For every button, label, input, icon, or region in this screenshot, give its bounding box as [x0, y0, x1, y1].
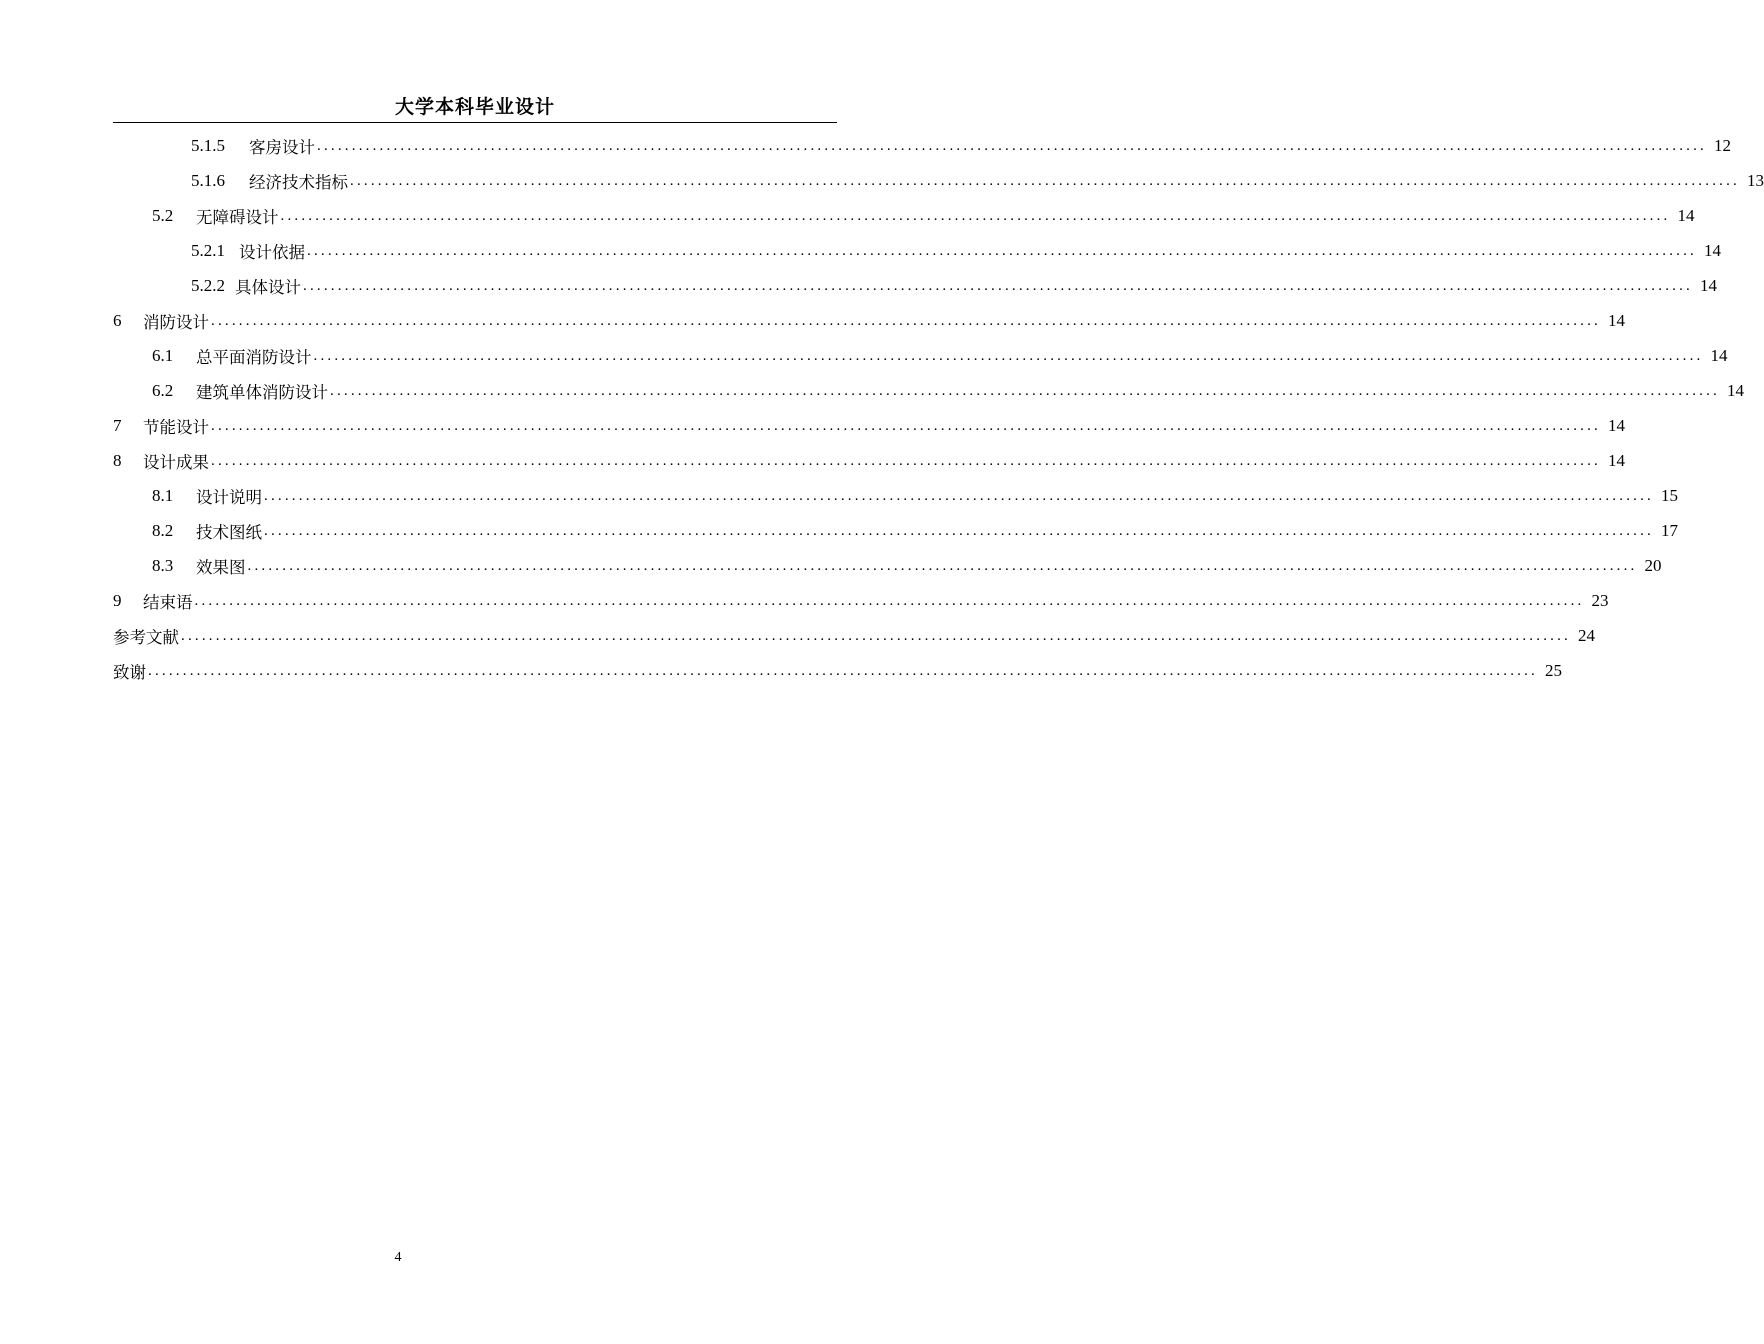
- toc-entry-page: 17: [1661, 520, 1678, 540]
- toc-entry[interactable]: [113, 268, 1717, 303]
- toc-entry-page: 15: [1661, 485, 1678, 505]
- toc-dot-leader: ........................................................................................................................................................................................................: [247, 557, 1638, 574]
- toc-entry[interactable]: [113, 163, 1764, 198]
- toc-entry-title: 技术图纸: [196, 522, 262, 542]
- toc-entry-title: 致谢: [113, 662, 146, 682]
- toc-entry-title: 参考文献: [113, 627, 179, 647]
- toc-entry-page: 14: [1677, 205, 1695, 225]
- toc-entry[interactable]: [113, 233, 1721, 268]
- toc-dot-leader: ........................................................................................................................................................................................................: [313, 347, 1704, 364]
- toc-entry-title: 建筑单体消防设计: [196, 382, 328, 402]
- toc-entry-page: 12: [1714, 135, 1731, 155]
- toc-entry-title: 无障碍设计: [196, 207, 279, 227]
- toc-dot-leader: ........................................................................................................................................................................................................: [211, 417, 1601, 434]
- toc-entry-title: 节能设计: [143, 417, 209, 437]
- toc-dot-leader: ........................................................................................................................................................................................................: [148, 662, 1538, 679]
- toc-entry[interactable]: [113, 338, 1728, 373]
- toc-entry-number: 6: [113, 310, 122, 330]
- toc-entry-page: 14: [1710, 345, 1728, 365]
- toc-entry-title: 效果图: [196, 557, 246, 577]
- toc-entry-number: 9: [113, 590, 122, 610]
- toc-entry-number: 6.2: [152, 380, 174, 400]
- toc-entry-page: 20: [1644, 555, 1662, 575]
- toc-entry-title: 经济技术指标: [249, 172, 348, 192]
- toc-entry[interactable]: [113, 198, 1695, 233]
- toc-dot-leader: ........................................................................................................................................................................................................: [181, 627, 1571, 644]
- toc-entry[interactable]: [113, 653, 1562, 688]
- toc-dot-leader: ........................................................................................................................................................................................................: [317, 137, 1707, 154]
- toc-entry-page: 14: [1608, 310, 1625, 330]
- toc-entry-number: 5.2: [152, 205, 174, 225]
- toc-entry-page: 25: [1545, 660, 1562, 680]
- toc-entry-title: 消防设计: [143, 312, 209, 332]
- toc-dot-leader: ........................................................................................................................................................................................................: [194, 592, 1585, 609]
- toc-entry-title: 客房设计: [249, 137, 315, 157]
- toc-entry-number: 8: [113, 450, 122, 470]
- toc-entry-number: 8.2: [152, 520, 174, 540]
- toc-entry[interactable]: [113, 583, 1609, 618]
- toc-entry-number: 8.1: [152, 485, 174, 505]
- toc-dot-leader: ........................................................................................................................................................................................................: [330, 382, 1720, 399]
- toc-entry-title: 总平面消防设计: [196, 347, 312, 367]
- toc-entry-page: 24: [1578, 625, 1595, 645]
- toc-entry[interactable]: [113, 443, 1625, 478]
- toc-entry-number: 5.1.6: [191, 170, 225, 190]
- page-header: [113, 92, 837, 123]
- toc-entry-title: 结束语: [143, 592, 193, 612]
- toc-dot-leader: ........................................................................................................................................................................................................: [303, 277, 1693, 294]
- page-number: 4: [394, 1250, 402, 1265]
- toc-dot-leader: ........................................................................................................................................................................................................: [211, 452, 1601, 469]
- toc-entry-number: 5.2.1: [191, 240, 225, 260]
- toc-dot-leader: ........................................................................................................................................................................................................: [350, 172, 1740, 189]
- toc-entry-number: 8.3: [152, 555, 174, 575]
- toc-entry-title: 设计成果: [143, 452, 209, 472]
- toc-dot-leader: ........................................................................................................................................................................................................: [264, 487, 1654, 504]
- toc-entry[interactable]: [113, 408, 1625, 443]
- toc-entry-number: 5.1.5: [191, 135, 225, 155]
- toc-dot-leader: ........................................................................................................................................................................................................: [264, 522, 1654, 539]
- toc-entry[interactable]: [113, 303, 1625, 338]
- toc-entry[interactable]: [113, 373, 1744, 408]
- toc-entry-page: 13: [1747, 170, 1764, 190]
- header-title: 大学本科毕业设计: [394, 96, 555, 118]
- toc-entry-page: 14: [1608, 450, 1625, 470]
- toc-entry[interactable]: [113, 548, 1662, 583]
- toc-dot-leader: ........................................................................................................................................................................................................: [211, 312, 1601, 329]
- toc-entry-number: 7: [113, 415, 122, 435]
- table-of-contents: [113, 128, 1764, 688]
- toc-dot-leader: ........................................................................................................................................................................................................: [307, 242, 1697, 259]
- toc-entry-page: 14: [1700, 275, 1717, 295]
- toc-dot-leader: ........................................................................................................................................................................................................: [280, 207, 1671, 224]
- toc-entry[interactable]: [113, 513, 1678, 548]
- toc-entry-page: 14: [1608, 415, 1625, 435]
- toc-entry-page: 14: [1704, 240, 1721, 260]
- toc-entry-page: 14: [1727, 380, 1744, 400]
- toc-entry-title: 设计说明: [196, 487, 262, 507]
- toc-entry[interactable]: [113, 128, 1731, 163]
- toc-entry-number: 5.2.2: [191, 275, 225, 295]
- toc-entry[interactable]: [113, 618, 1595, 653]
- toc-entry[interactable]: [113, 478, 1678, 513]
- toc-entry-page: 23: [1591, 590, 1609, 610]
- toc-entry-number: 6.1: [152, 345, 174, 365]
- toc-entry-title: 设计依据: [239, 242, 305, 262]
- toc-entry-title: 具体设计: [235, 277, 301, 297]
